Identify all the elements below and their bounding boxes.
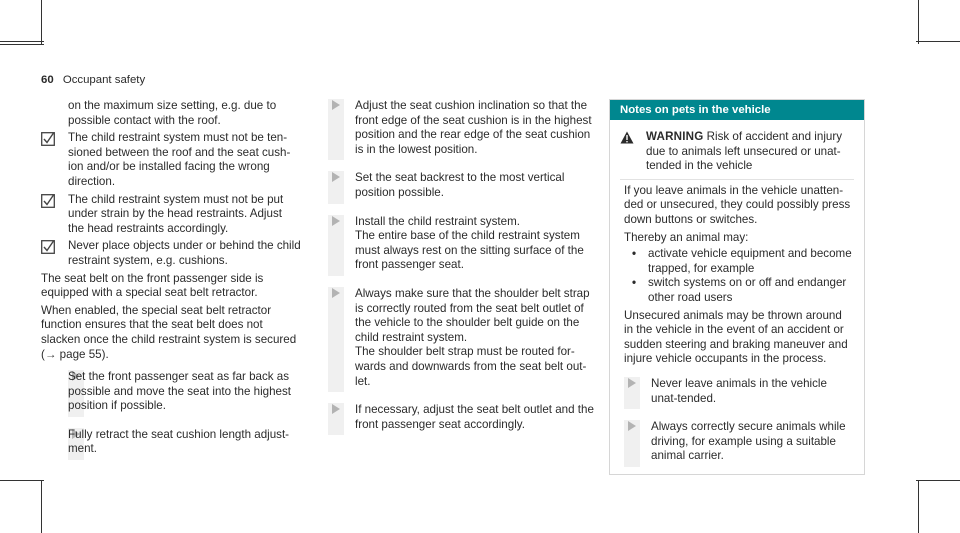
checkbox-icon — [41, 194, 55, 208]
check-item — [41, 239, 301, 268]
check-item — [41, 193, 301, 237]
checkbox-icon — [41, 132, 55, 146]
check-text: Never place objects under or behind the child restraint system, e.g. cushions. — [68, 239, 301, 267]
crop-mark — [41, 0, 42, 44]
body-paragraph: If you leave animals in the vehicle unatten-ded or unsecured, they could possibly press down buttons or switches. — [624, 183, 851, 226]
crop-mark — [0, 41, 44, 42]
step-item — [328, 403, 600, 432]
bullet-icon: • — [632, 247, 637, 261]
check-text: The child restraint system must not be ten-sioned between the roof and the seat cush-ion and/or be installed facing the wrong direction. — [68, 131, 291, 188]
step-text: Adjust the seat cushion inclination so that the front edge of the seat cushion is in the highest position and the rear edge of the seat cushion is in the lowest position. — [355, 99, 592, 156]
box-title: Notes on pets in the vehicle — [610, 100, 864, 120]
column-middle — [328, 99, 600, 432]
step-text: If necessary, adjust the seat belt outlet and the front passenger seat accordingly. — [355, 403, 594, 431]
checkbox-icon — [41, 240, 55, 254]
step-text — [328, 215, 600, 273]
step-item — [328, 171, 600, 200]
step-item — [328, 215, 600, 273]
pets-note-box — [609, 99, 865, 475]
body-paragraph: The seat belt on the front passenger side is equipped with a special seat belt retractor. — [41, 271, 264, 300]
check-item — [41, 131, 301, 189]
step-note: The shoulder belt strap must be routed for-wards and downwards from the seat belt out-let. — [355, 345, 587, 388]
step-item — [328, 287, 600, 389]
step-item — [624, 420, 854, 464]
crop-mark — [0, 480, 44, 481]
crop-mark — [916, 480, 960, 481]
check-text: The child restraint system must not be put under strain by the head restraints. Adjust the head restraints accordingly. — [68, 192, 284, 235]
step-text: Always correctly secure animals while driving, for example using a suitable animal carrier. — [651, 420, 846, 463]
step-item — [328, 99, 600, 157]
body-paragraph: Thereby an animal may: — [624, 230, 749, 244]
body-paragraph: When enabled, the special seat belt retractor function ensures that the seat belt does not slacken once the child restraint system is secured (→ page 55). — [41, 303, 297, 361]
bullet-icon: • — [632, 276, 637, 290]
bullet-text: activate vehicle equipment and become trapped, for example — [648, 247, 852, 275]
crop-mark — [916, 41, 960, 42]
bullet-item — [624, 247, 854, 276]
column-left — [41, 99, 301, 457]
step-item — [41, 428, 301, 457]
crop-mark — [0, 44, 44, 45]
column-right — [609, 99, 865, 475]
intro-text: on the maximum size setting, e.g. due to possible contact with the roof. — [68, 99, 277, 127]
body-paragraph: Unsecured animals may be thrown around in the vehicle in the event of an accident or sudden steering and braking maneuver and injure vehicle occupants in the process. — [624, 308, 848, 366]
warning-triangle-icon — [620, 131, 634, 144]
step-text: Fully retract the seat cushion length adjust-ment. — [68, 427, 290, 456]
step-main: Always make sure that the shoulder belt strap is correctly routed from the seat belt outlet of the vehicle to the shoulder belt guide on the child restraint system. — [355, 286, 590, 344]
step-item — [41, 370, 301, 414]
bullet-text: switch systems on or off and endanger other road users — [648, 276, 847, 304]
step-text: Never leave animals in the vehicle unat-tended. — [651, 376, 827, 405]
warning-label: WARNING — [646, 130, 704, 143]
section-title: Occupant safety — [62, 74, 146, 86]
crop-mark — [918, 0, 919, 44]
crop-mark — [41, 480, 42, 533]
crop-mark — [918, 480, 919, 533]
box-body — [610, 180, 864, 464]
step-text — [328, 287, 600, 389]
step-note: The entire base of the child restraint system must always rest on the sitting surface of the front passenger seat. — [355, 229, 584, 272]
warning-block — [610, 120, 864, 174]
step-text: Set the seat backrest to the most vertical position possible. — [355, 171, 565, 199]
bullet-item — [624, 276, 854, 305]
step-item — [624, 377, 854, 406]
page-header — [41, 73, 145, 88]
warning-text: Risk of accident and injury due to animals left unsecured or unat-tended in the vehicle — [646, 130, 842, 173]
step-main: Install the child restraint system. — [355, 214, 520, 228]
step-text: Set the front passenger seat as far back as possible and move the seat into the highest position if possible. — [68, 370, 292, 413]
page-number: 60 — [41, 74, 54, 86]
